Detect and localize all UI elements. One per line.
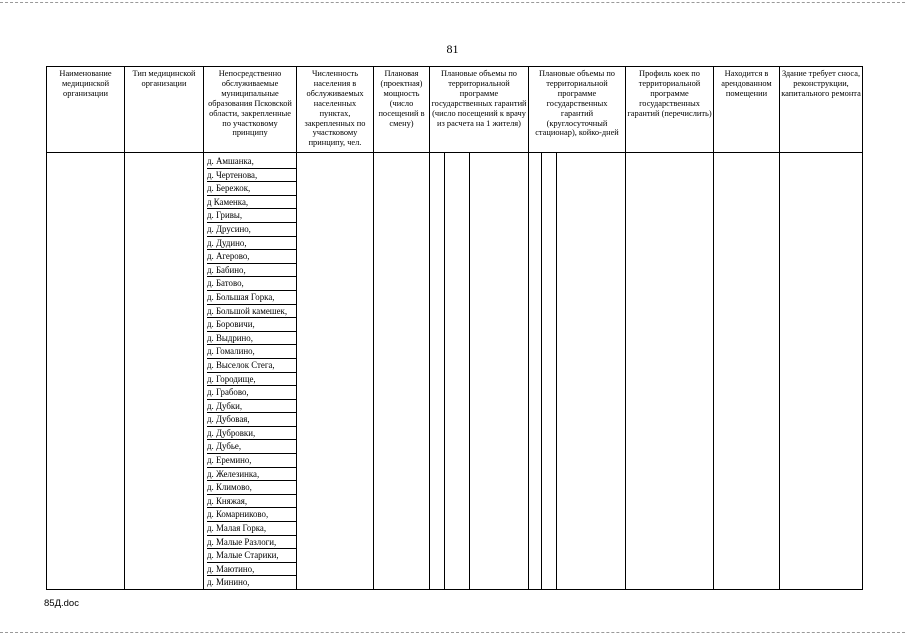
list-item: д. Малые Разлоги, xyxy=(207,536,296,550)
header-capacity: Плановая (проектная) мощность (число посещений в смену) xyxy=(374,67,430,153)
list-item: д. Княжая, xyxy=(207,495,296,509)
header-org-type: Тип медицинской организации xyxy=(125,67,204,153)
list-item: д. Еремино, xyxy=(207,454,296,468)
header-population: Численность населения в обслуживаемых населенных пунктах, закрепленных по участковому принципу, чел. xyxy=(297,67,374,153)
page-number: 81 xyxy=(446,42,459,56)
header-served-areas: Непосредственно обслуживаемые муниципальные образования Псковской области, закрепленные по участковому принципу xyxy=(204,67,297,153)
list-item: д. Дубровки, xyxy=(207,427,296,441)
list-item: д. Дубовая, xyxy=(207,413,296,427)
list-item: д. Боровичи, xyxy=(207,318,296,332)
cell-bed-profile xyxy=(626,153,714,590)
list-item: д. Железинка, xyxy=(207,468,296,482)
header-repair: Здание требует сноса, реконструкции, капитального ремонта xyxy=(780,67,863,153)
list-item: д. Бережок, xyxy=(207,182,296,196)
header-visit-volume: Плановые объемы по территориальной программе государственных гарантий (число посещений к врачу из расчета на 1 жителя) xyxy=(430,67,529,153)
cell-population xyxy=(297,153,374,590)
list-item: д. Бабино, xyxy=(207,264,296,278)
cell-capacity xyxy=(374,153,430,590)
list-item: д. Городище, xyxy=(207,373,296,387)
header-row xyxy=(47,67,863,153)
village-list xyxy=(204,153,296,589)
list-item: д. Большой камешек, xyxy=(207,305,296,319)
cell-served-areas xyxy=(204,153,297,590)
list-item: д. Дубки, xyxy=(207,400,296,414)
visit-volume-subcolumns xyxy=(430,153,528,589)
cell-org-name xyxy=(47,153,125,590)
list-item: д. Друсино, xyxy=(207,223,296,237)
table-row xyxy=(47,153,863,590)
list-item: д. Малые Старики, xyxy=(207,549,296,563)
header-rented: Находится в арендованном помещении xyxy=(714,67,780,153)
list-item: д Каменка, xyxy=(207,196,296,210)
header-bed-days: Плановые объемы по территориальной программе государственных гарантий (круглосуточный стационар), койко-дней xyxy=(529,67,626,153)
list-item: д. Выдрино, xyxy=(207,332,296,346)
list-item: д. Малая Горка, xyxy=(207,522,296,536)
organizations-table xyxy=(46,66,863,590)
list-item: д. Большая Горка, xyxy=(207,291,296,305)
list-item: д. Дудино, xyxy=(207,237,296,251)
list-item: д. Агерово, xyxy=(207,250,296,264)
header-org-name: Наименование медицинской организации xyxy=(47,67,125,153)
list-item: д. Дубье, xyxy=(207,440,296,454)
cell-visit-volume xyxy=(430,153,529,590)
list-item: д. Комарниково, xyxy=(207,508,296,522)
list-item: д. Батово, xyxy=(207,277,296,291)
list-item: д. Чертенова, xyxy=(207,169,296,183)
list-item: д. Гривы, xyxy=(207,209,296,223)
list-item: д. Климово, xyxy=(207,481,296,495)
cell-repair xyxy=(780,153,863,590)
list-item: д. Гомалино, xyxy=(207,345,296,359)
list-item: д. Выселок Стега, xyxy=(207,359,296,373)
list-item: д. Грабово, xyxy=(207,386,296,400)
bed-days-subcolumns xyxy=(529,153,625,589)
cell-rented xyxy=(714,153,780,590)
cell-org-type xyxy=(125,153,204,590)
scan-edge-bottom xyxy=(0,632,905,633)
list-item: д. Амшанка, xyxy=(207,155,296,169)
list-item: д. Маютино, xyxy=(207,563,296,577)
header-bed-profile: Профиль коек по территориальной программе государственных гарантий (перечислить) xyxy=(626,67,714,153)
scan-edge-top xyxy=(0,2,905,3)
footer-filename: 85Д.doc xyxy=(44,598,79,609)
cell-bed-days xyxy=(529,153,626,590)
list-item: д. Минино, xyxy=(207,577,250,588)
